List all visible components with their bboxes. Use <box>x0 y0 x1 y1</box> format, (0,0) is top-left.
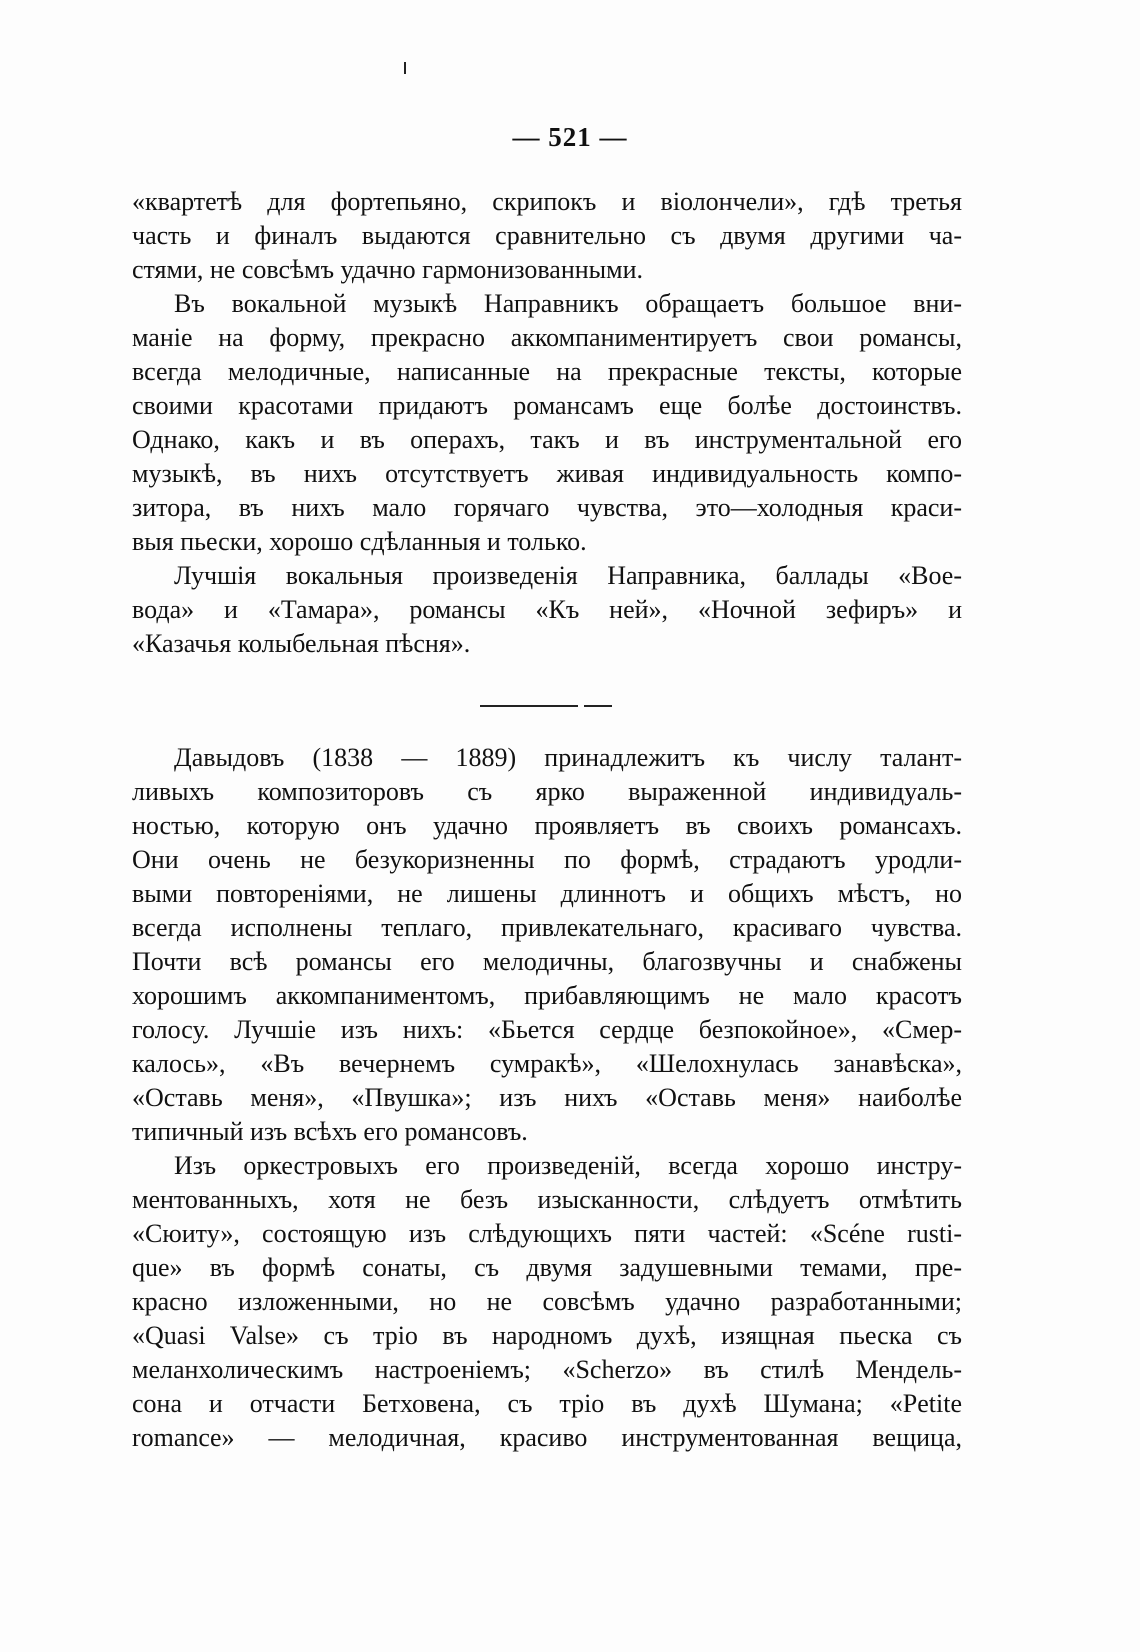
text-line: типичный изъ всѣхъ его романсовъ. <box>132 1117 528 1146</box>
text-line: красно изложенными, но не совсѣмъ удачно разработанными; <box>132 1287 962 1316</box>
section-naprawnik-text <box>132 185 962 661</box>
text-line: Изъ оркестровыхъ его произведеній, всегда хорошо инстру- <box>174 1151 962 1180</box>
text-line: «квартетѣ для фортепьяно, скрипокъ и віолончели», гдѣ третья <box>132 187 962 216</box>
text-line: «Сюиту», состоящую изъ слѣдующихъ пяти частей: «Scéne rusti- <box>132 1219 962 1248</box>
text-line: Въ вокальной музыкѣ Направникъ обращаетъ большое вни- <box>174 289 962 318</box>
text-line: «Оставь меня», «Пвушка»; изъ нихъ «Оставь меня» наиболѣе <box>132 1083 962 1112</box>
text-line: que» въ формѣ сонаты, съ двумя задушевными темами, пре- <box>132 1253 962 1282</box>
text-line: часть и финалъ выдаются сравнительно съ двумя другими ча- <box>132 221 962 250</box>
text-line: ментованныхъ, хотя не безъ изысканности, слѣдуетъ отмѣтить <box>132 1185 962 1214</box>
section-davydov-text <box>132 741 962 1455</box>
text-line: стями, не совсѣмъ удачно гармонизованными. <box>132 255 643 284</box>
text-line: romance» — мелодичная, красиво инструментованная вещица, <box>132 1423 962 1452</box>
text-line: ливыхъ композиторовъ съ ярко выраженной индивидуаль- <box>132 777 962 806</box>
text-line: маніе на форму, прекрасно аккомпаниментируетъ свои романсы, <box>132 323 962 352</box>
text-line: Лучшія вокальныя произведенія Направника, баллады «Вое- <box>174 561 962 590</box>
text-line: выми повтореніями, не лишены длиннотъ и общихъ мѣстъ, но <box>132 879 962 908</box>
text-line: выя пьески, хорошо сдѣланныя и только. <box>132 527 587 556</box>
text-line: хорошимъ аккомпаниментомъ, прибавляющимъ не мало красотъ <box>132 981 962 1010</box>
text-line: голосу. Лучшіе изъ нихъ: «Бьется сердце безпокойное», «Смер- <box>132 1015 962 1044</box>
page-number: — 521 — <box>512 122 628 152</box>
stray-ink-mark <box>404 62 406 74</box>
text-line: калось», «Въ вечернемъ сумракѣ», «Шелохнулась занавѣска», <box>132 1049 962 1078</box>
text-line: всегда исполнены теплаго, привлекательнаго, красиваго чувства. <box>132 913 962 942</box>
text-line: сона и отчасти Бетховена, съ тріо въ духѣ Шумана; «Petite <box>132 1389 962 1418</box>
text-line: вода» и «Тамара», романсы «Къ ней», «Ночной зефиръ» и <box>132 595 962 624</box>
text-line: меланхолическимъ настроеніемъ; «Scherzo» въ стилѣ Мендель- <box>132 1355 962 1384</box>
text-line: своими красотами придаютъ романсамъ еще болѣе достоинствъ. <box>132 391 962 420</box>
text-line: Давыдовъ (1838 — 1889) принадлежитъ къ числу талант- <box>174 743 962 772</box>
text-line: Почти всѣ романсы его мелодичны, благозвучны и снабжены <box>132 947 962 976</box>
text-line: «Quasi Valse» съ тріо въ народномъ духѣ, изящная пьеска съ <box>132 1321 962 1350</box>
text-line: зитора, въ нихъ мало горячаго чувства, это—холодныя краси- <box>132 493 962 522</box>
section-separator <box>480 705 612 707</box>
text-line: всегда мелодичные, написанные на прекрасные тексты, которые <box>132 357 962 386</box>
text-line: «Казачья колыбельная пѣсня». <box>132 629 471 658</box>
text-line: Они очень не безукоризненны по формѣ, страдаютъ уродли- <box>132 845 962 874</box>
text-line: ностью, которую онъ удачно проявляетъ въ своихъ романсахъ. <box>132 811 962 840</box>
text-line: музыкѣ, въ нихъ отсутствуетъ живая индивидуальность компо- <box>132 459 962 488</box>
text-line: Однако, какъ и въ операхъ, такъ и въ инструментальной его <box>132 425 962 454</box>
